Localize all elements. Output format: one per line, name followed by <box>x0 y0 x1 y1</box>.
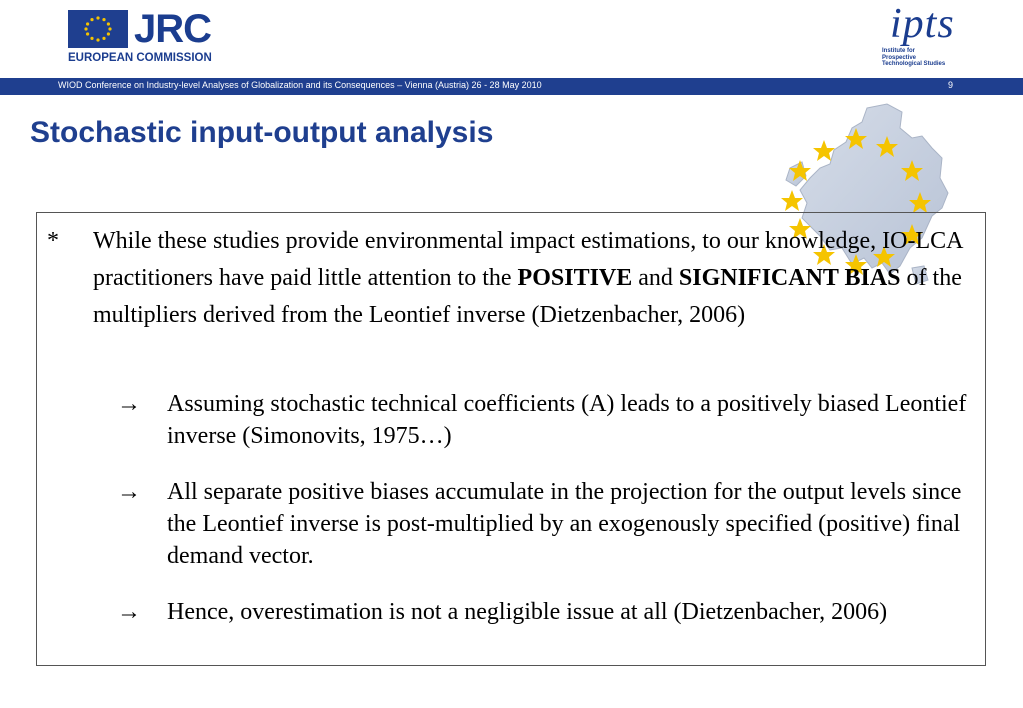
ipts-subtitle-line: Prospective <box>882 54 917 61</box>
ipts-logo-mark: ipts <box>890 1 955 47</box>
eu-flag-icon <box>68 10 128 48</box>
jrc-logo <box>68 7 213 68</box>
ipts-subtitle-line: Technological Studies <box>882 61 946 67</box>
paragraph-text: of the multipliers derived from the Leontief inverse (Dietzenbacher, 2006) <box>93 265 962 328</box>
bold-significant-bias: SIGNIFICANT BIAS <box>678 265 901 291</box>
ipts-logo <box>872 1 962 76</box>
list-item-text: All separate positive biases accumulate in the projection for the output levels since the Leontief inverse is post-multiplied by an exogenously specified (positive) final demand vector. <box>167 479 962 569</box>
bold-positive: POSITIVE <box>517 265 633 291</box>
list-item <box>117 596 977 628</box>
bullet-marker: * <box>47 228 59 254</box>
slide-title: Stochastic input-output analysis <box>30 116 494 149</box>
list-item-text: Hence, overestimation is not a negligible issue at all (Dietzenbacher, 2006) <box>167 599 888 625</box>
ipts-logo-subtitle <box>882 48 945 68</box>
arrow-right-icon: → <box>117 391 141 417</box>
arrow-right-icon: → <box>117 479 141 505</box>
list-item <box>117 388 977 452</box>
list-item-text: Assuming stochastic technical coefficients (A) leads to a positively biased Leontief inverse (Simonovits, 1975…) <box>167 391 967 449</box>
paragraph-text: While these studies provide environmental impact estimations, to our knowledge, IO-LCA practitioners have paid little attention to the <box>93 228 963 291</box>
european-commission-text: EUROPEAN COMMISSION <box>68 52 212 64</box>
ipts-subtitle-line: Institute for <box>882 48 915 54</box>
sub-list <box>117 388 977 652</box>
conference-band <box>0 78 1023 95</box>
arrow-right-icon: → <box>117 599 141 625</box>
list-item <box>117 476 977 572</box>
conference-text: WIOD Conference on Industry-level Analyses of Globalization and its Consequences – Vienna (Austria) 26 - 28 May 2010 <box>58 80 542 90</box>
star-icon <box>781 190 803 211</box>
slide-number: 9 <box>948 80 954 90</box>
jrc-logo-text: JRC <box>134 7 212 51</box>
main-paragraph <box>93 223 975 334</box>
content-box <box>36 212 986 666</box>
paragraph-text: and <box>632 265 679 291</box>
